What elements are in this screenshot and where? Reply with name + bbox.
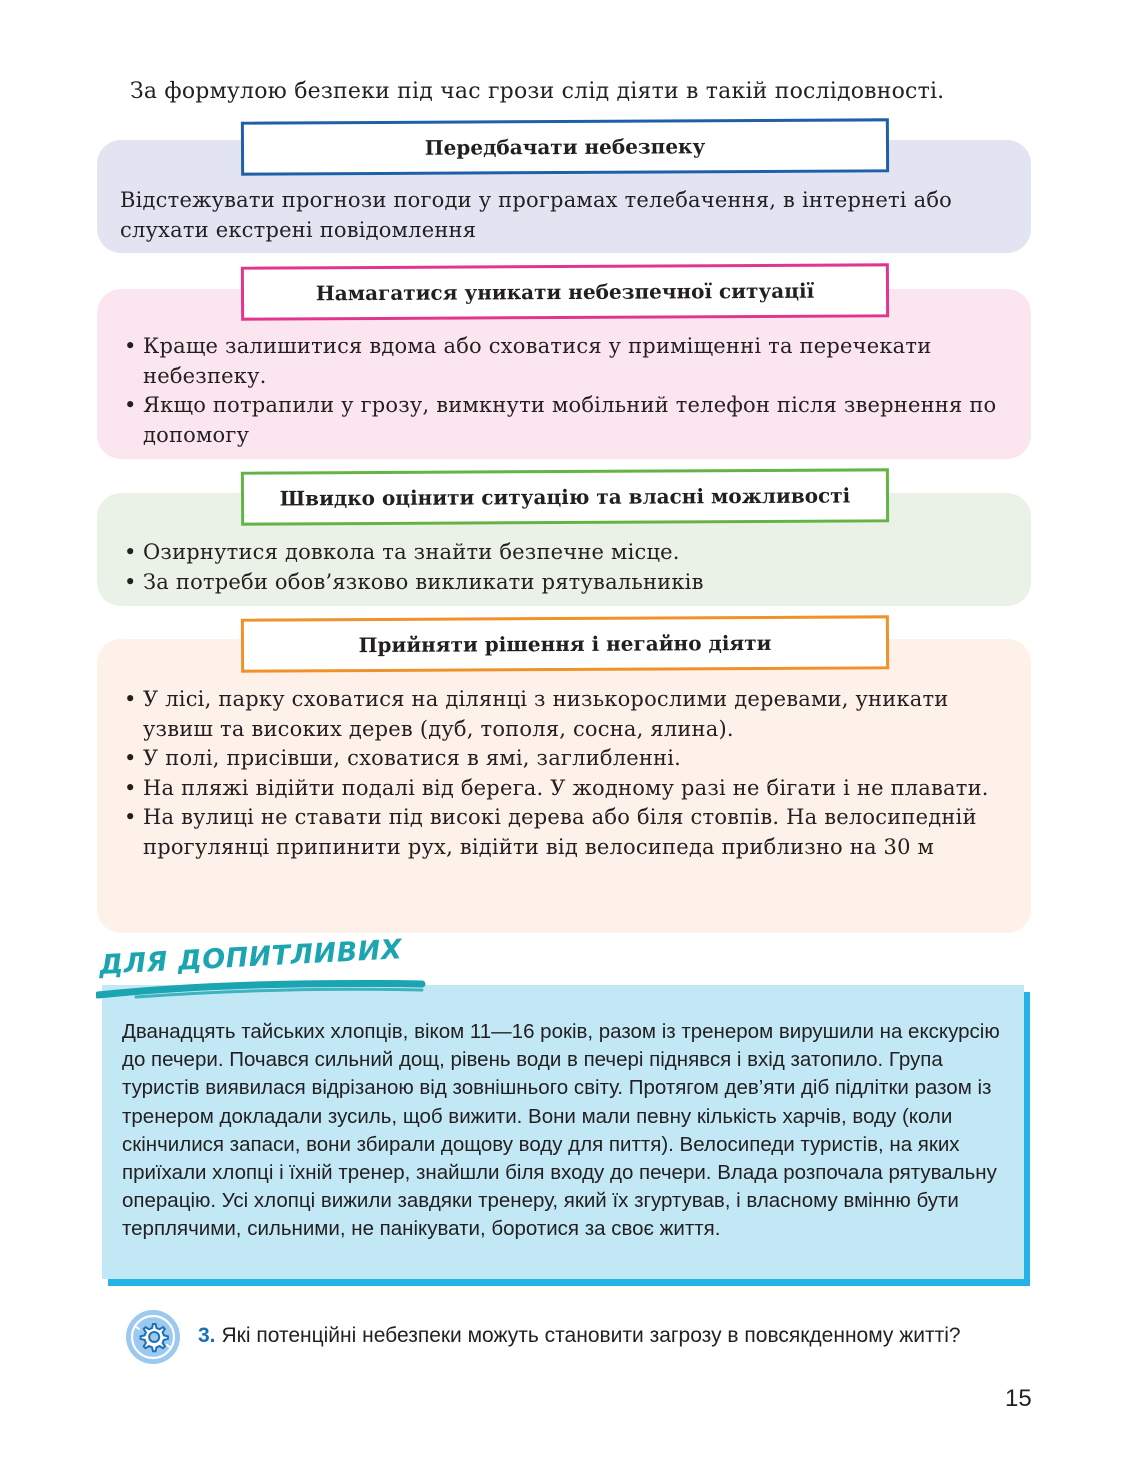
card-title-decide-act [241, 615, 889, 672]
card-title-foresee-danger [241, 118, 889, 175]
list-item: • Краще залишитися вдома або сховатися у приміщенні та перечекати небезпеку. [120, 332, 1015, 391]
list-item: • За потреби обов’язково викликати рятувальників [120, 568, 1015, 598]
extra-heading: ДЛЯ ДОПИТЛИВИХ [98, 934, 403, 981]
heading-underline [96, 978, 426, 1000]
question-number: 3. [198, 1324, 216, 1347]
extra-text: Дванадцять тайських хлопців, віком 11—16 років, разом із тренером вирушили на екскурсію до печери. Почався сильний дощ, рівень води в печері піднявся і вхід затопило. Група туристів виявилася відрізаною від зовнішнього світу. Протягом дев’яти діб підлітки разом із тренером докладали зусиль, щоб вижити. Вони мали певну кількість харчів, воду (коли скінчилися запаси, вони збирали дощову воду для пиття). Велосипеди туристів, на яких приїхали хлопці і їхній тренер, знайшли біля входу до печери. Влада розпочала рятувальну операцію. Усі хлопці вижили завдяки тренеру, який їх згуртував, і власному вмінню бути терплячими, сильними, не панікувати, боротися за своє життя. [122, 1020, 1000, 1241]
card-list-decide-act [120, 685, 1015, 862]
list-item: • На вулиці не ставати під високі дерева або біля стовпів. На велосипедній прогулянці припинити рух, відійти від велосипеда приблизно на 30 м [120, 803, 1015, 862]
intro-text: За формулою безпеки під час грози слід діяти в такій послідовності. [130, 79, 945, 104]
card-title-label: Швидко оцінити ситуацію та власні можливості [279, 483, 851, 511]
list-item: • На пляжі відійти подалі від берега. У жодному разі не бігати і не плавати. [120, 774, 1015, 804]
card-list-avoid-danger [120, 332, 1015, 450]
card-title-avoid-danger [241, 263, 889, 320]
card-text-foresee-danger: Відстежувати прогнози погоди у програмах телебачення, в інтернеті або слухати екстрені повідомлення [120, 188, 952, 242]
card-title-label: Намагатися уникати небезпечної ситуації [315, 278, 815, 306]
card-title-assess-situation [241, 468, 889, 525]
page-number: 15 [1005, 1385, 1032, 1412]
card-list-assess-situation [120, 538, 1015, 597]
list-item: • Озирнутися довкола та знайти безпечне місце. [120, 538, 1015, 568]
gear-icon [125, 1309, 181, 1365]
question-text: Які потенційні небезпеки можуть становити загрозу в повсякденному житті? [221, 1324, 961, 1347]
list-item: • Якщо потрапили у грозу, вимкнути мобільний телефон після звернення по допомогу [120, 391, 1015, 450]
question [198, 1324, 961, 1348]
list-item: • У полі, присівши, сховатися в ямі, заглибленні. [120, 744, 1015, 774]
card-title-label: Прийняти рішення і негайно діяти [358, 630, 772, 658]
list-item: • У лісі, парку сховатися на ділянці з низькорослими деревами, уникати узвиш та високих дерев (дуб, тополя, сосна, ялина). [120, 685, 1015, 744]
card-title-label: Передбачати небезпеку [424, 134, 706, 160]
